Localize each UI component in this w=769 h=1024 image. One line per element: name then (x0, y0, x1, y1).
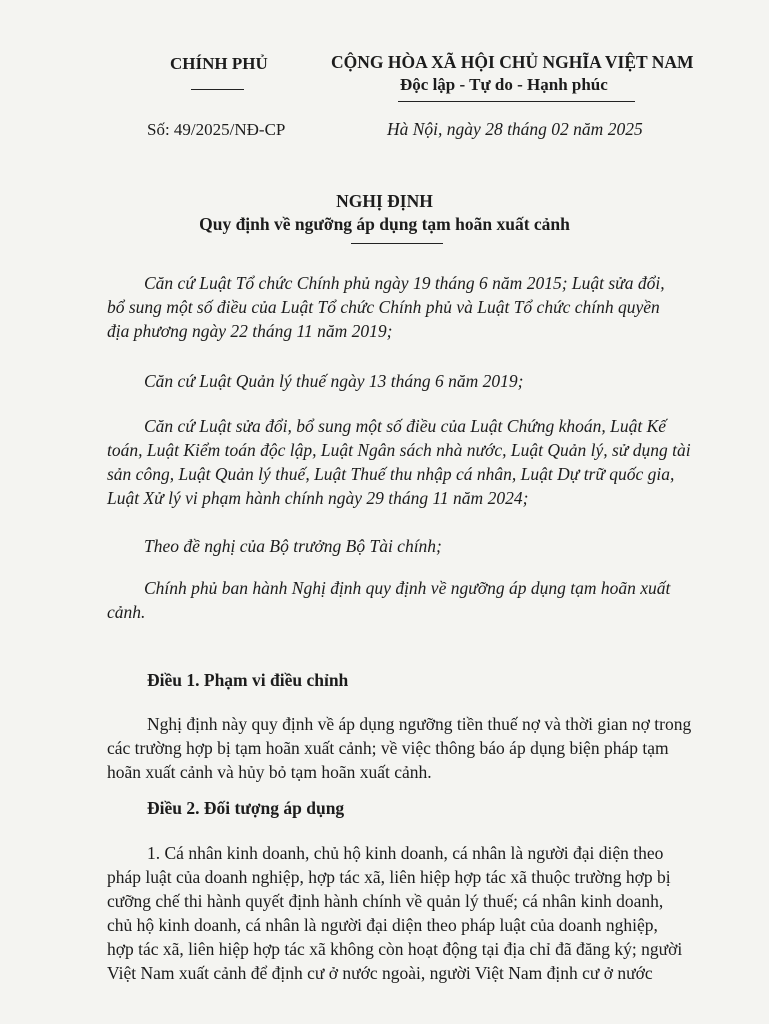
text-line: Luật Xử lý vi phạm hành chính ngày 29 tháng 11 năm 2024; (107, 488, 529, 508)
national-motto: Độc lập - Tự do - Hạnh phúc (400, 75, 608, 94)
text-line: hợp tác xã, liên hiệp hợp tác xã không còn hoạt động tại địa chỉ đã đăng ký; người (107, 939, 683, 959)
text-line: Căn cứ Luật Quản lý thuế ngày 13 tháng 6 năm 2019; (144, 371, 524, 391)
text-line: Chính phủ ban hành Nghị định quy định về ngưỡng áp dụng tạm hoãn xuất (144, 578, 671, 598)
text-line: cưỡng chế thi hành quyết định hành chính về quản lý thuế; cá nhân kinh doanh, (107, 891, 664, 911)
title-underline (351, 243, 443, 244)
text-line: toán, Luật Kiểm toán độc lập, Luật Ngân sách nhà nước, Luật Quản lý, sử dụng tài (107, 440, 691, 460)
text-line: Theo đề nghị của Bộ trưởng Bộ Tài chính; (144, 536, 442, 556)
preamble-paragraph (107, 414, 691, 510)
text-line: chủ hộ kinh doanh, cá nhân là người đại diện theo pháp luật của doanh nghiệp, (107, 915, 658, 935)
preamble-paragraph (144, 534, 442, 558)
text-line: Căn cứ Luật sửa đổi, bổ sung một số điều của Luật Chứng khoán, Luật Kế (144, 416, 667, 436)
text-line: cảnh. (107, 602, 146, 622)
text-line: bổ sung một số điều của Luật Tổ chức Chính phủ và Luật Tổ chức chính quyền (107, 297, 660, 317)
text-line: Nghị định này quy định về áp dụng ngưỡng tiền thuế nợ và thời gian nợ trong (147, 714, 692, 734)
text-line: sản công, Luật Quản lý thuế, Luật Thuế thu nhập cá nhân, Luật Dự trữ quốc gia, (107, 464, 675, 484)
article-heading: Điều 2. Đối tượng áp dụng (147, 798, 345, 818)
agency-underline (191, 89, 244, 90)
document-type: NGHỊ ĐỊNH (336, 191, 433, 211)
preamble-paragraph (144, 369, 523, 393)
preamble-paragraph (107, 576, 670, 624)
text-line: hoãn xuất cảnh và hủy bỏ tạm hoãn xuất cảnh. (107, 762, 432, 782)
text-line: các trường hợp bị tạm hoãn xuất cảnh; về việc thông báo áp dụng biện pháp tạm (107, 738, 669, 758)
motto-underline (398, 101, 635, 102)
text-line: pháp luật của doanh nghiệp, hợp tác xã, liên hiệp hợp tác xã thuộc trường hợp bị (107, 867, 671, 887)
place-date: Hà Nội, ngày 28 tháng 02 năm 2025 (387, 119, 643, 139)
preamble-paragraph (107, 271, 665, 343)
text-line: 1. Cá nhân kinh doanh, chủ hộ kinh doanh, cá nhân là người đại diện theo (147, 843, 664, 863)
document-subject: Quy định về ngưỡng áp dụng tạm hoãn xuất cảnh (199, 214, 570, 234)
document-number: Số: 49/2025/NĐ-CP (147, 120, 286, 139)
article-heading: Điều 1. Phạm vi điều chỉnh (147, 670, 349, 690)
text-line: Việt Nam xuất cảnh để định cư ở nước ngoài, người Việt Nam định cư ở nước (107, 963, 653, 983)
issuing-agency: CHÍNH PHỦ (170, 54, 268, 73)
article-body (107, 712, 691, 784)
text-line: Căn cứ Luật Tổ chức Chính phủ ngày 19 tháng 6 năm 2015; Luật sửa đổi, (144, 273, 665, 293)
article-body (107, 841, 682, 985)
national-title: CỘNG HÒA XÃ HỘI CHỦ NGHĨA VIỆT NAM (331, 52, 694, 72)
text-line: địa phương ngày 22 tháng 11 năm 2019; (107, 321, 393, 341)
